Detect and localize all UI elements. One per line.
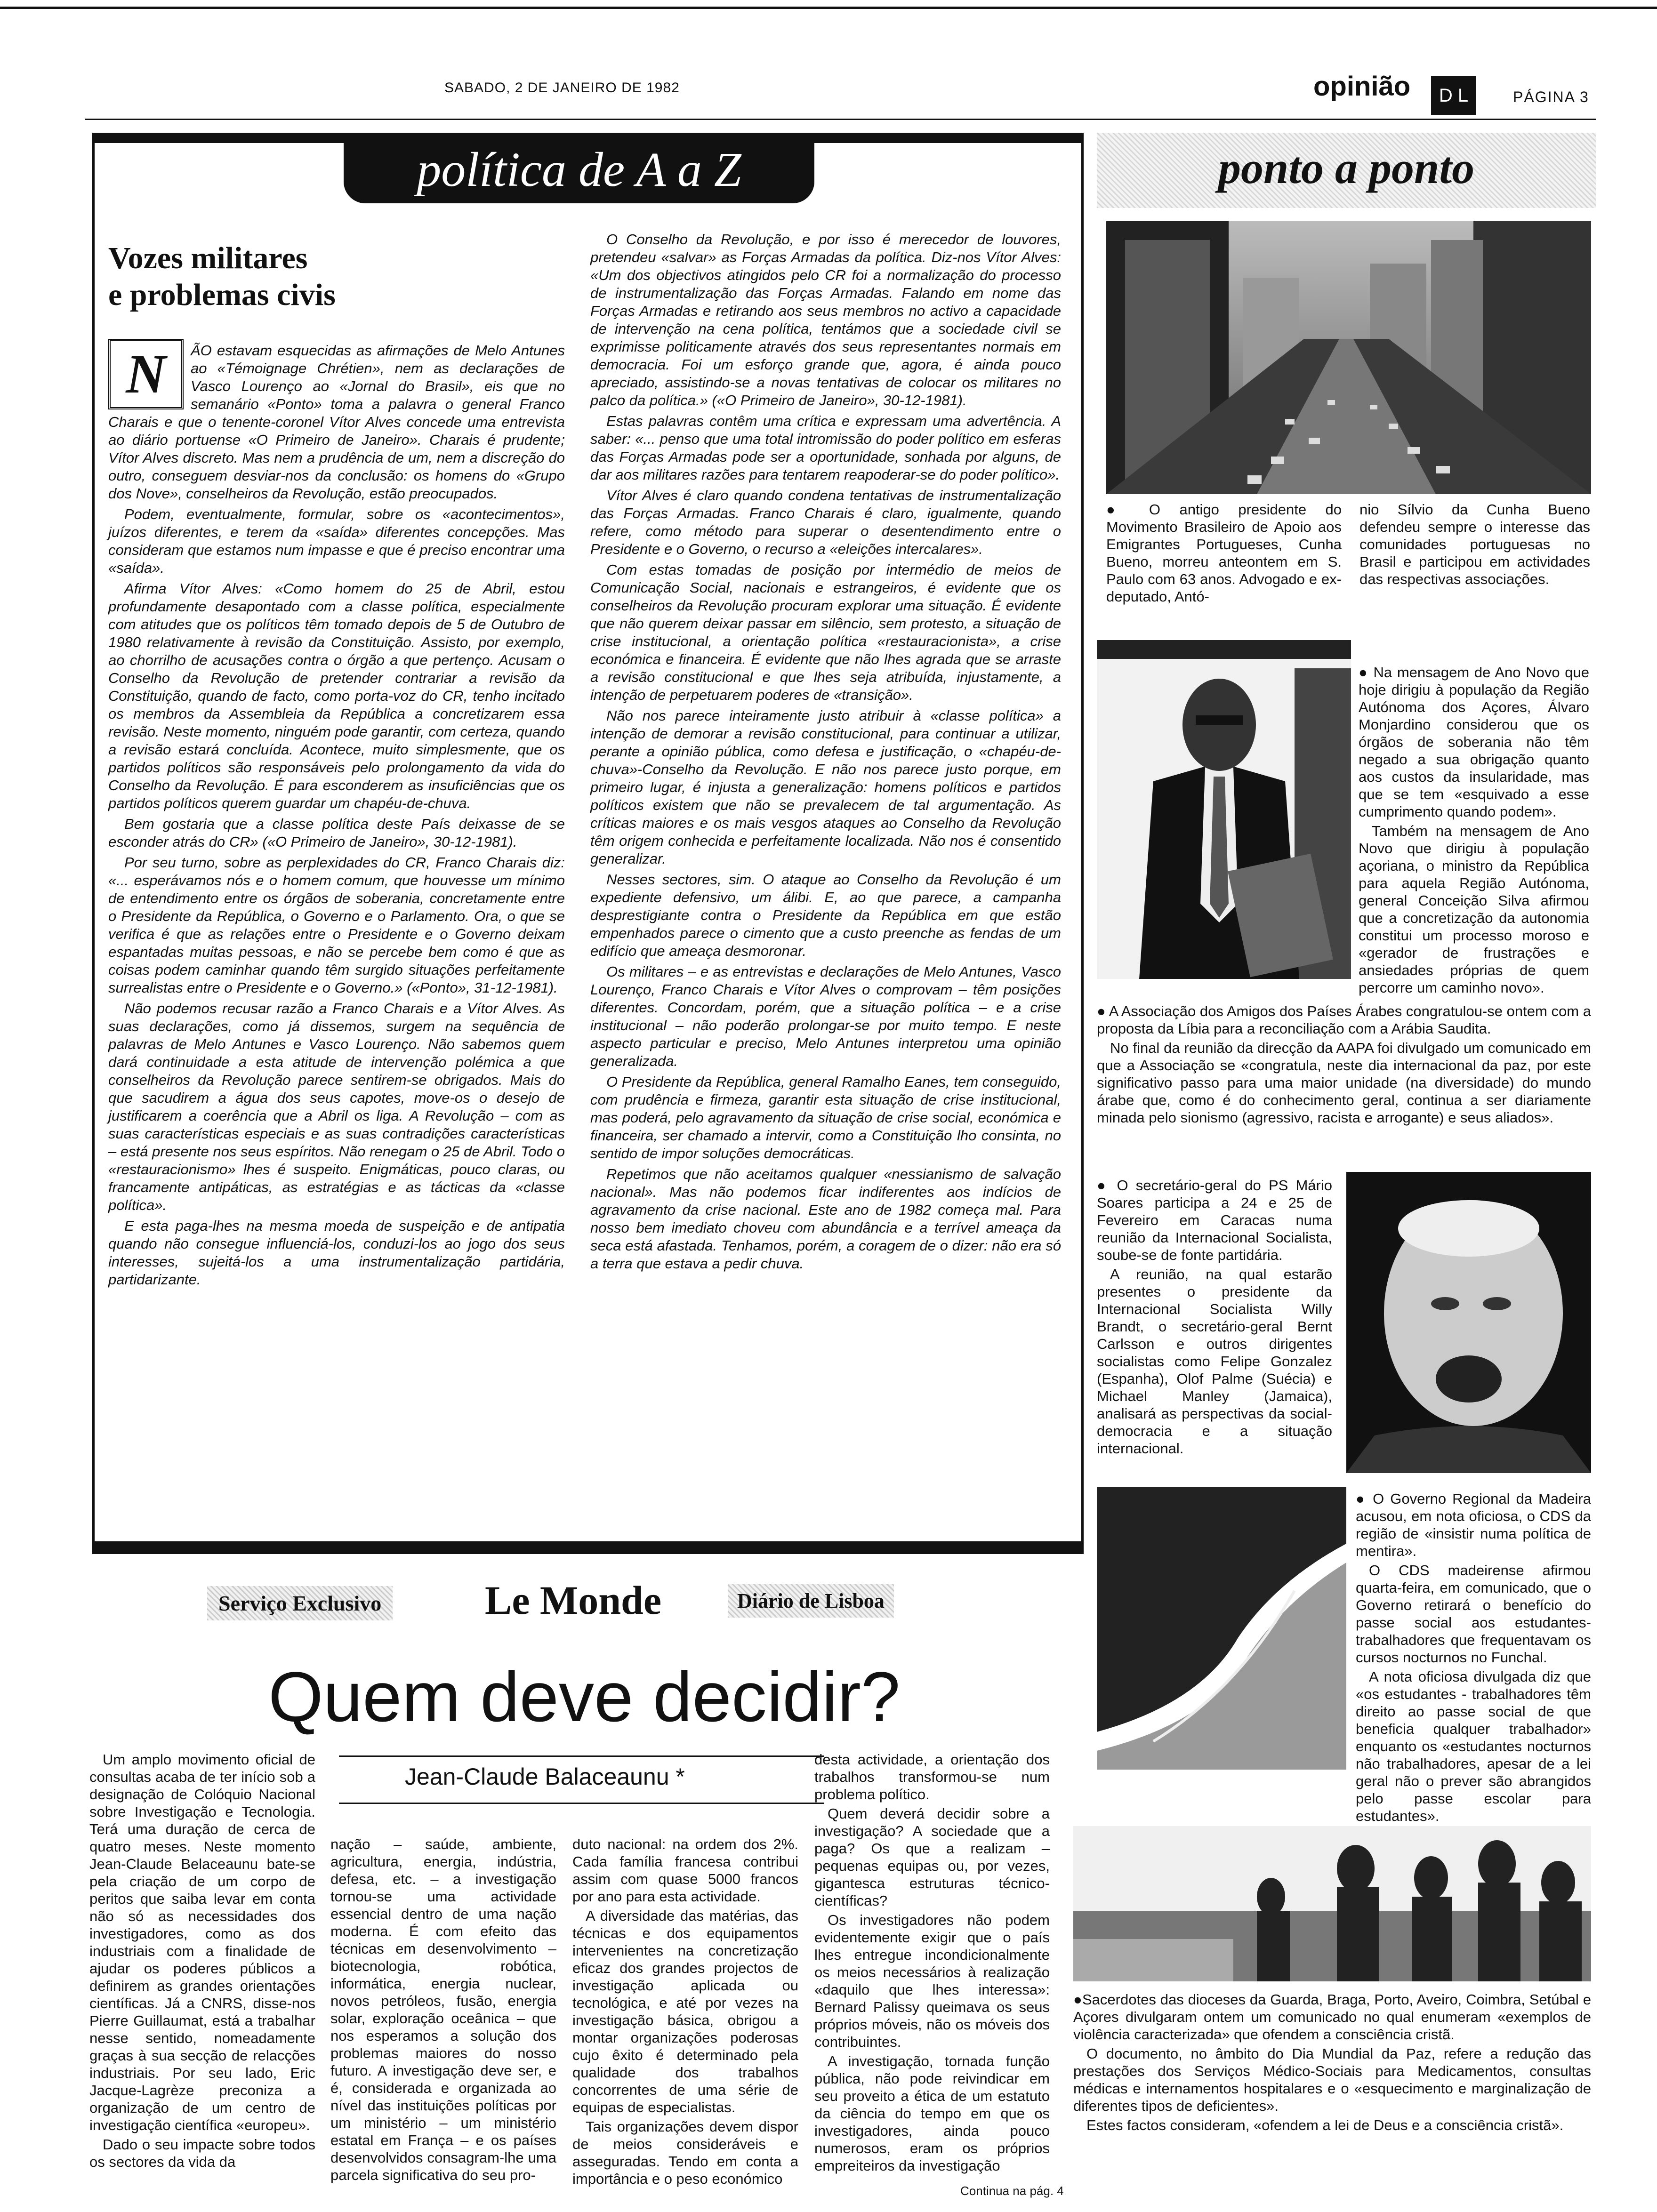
ponto-item2-p1: ● Na mensagem de Ano Novo que hoje dirigiu à população da Região Autónoma dos Açores, Álvaro Monjardino considerou que os órgãos de soberania não têm negado a sua obrigação quanto aos custos da insularidade, mas que se tem «esquivado a esse cumprimento quando podem». — [1359, 664, 1589, 820]
lemonde-col4-p3: Os investigadores não podem evidentemente exigir que o país lhes entregue incondicionalmente os meios necessários à realização «daquilo que lhes interessa»: Bernard Palissy queimava os seus próprios móveis, não os móveis dos contribuintes. — [814, 1912, 1050, 2050]
politica-headline — [108, 240, 400, 313]
ponto-item2 — [1359, 664, 1589, 998]
dropcap-letter: N — [126, 343, 166, 405]
lemonde-col4-p2: Quem deverá decidir sobre a investigação? A sociedade que a paga? Os que a realizam – pequenas equipas ou, por vezes, gigantesca estruturas técnico-científicas? — [814, 1805, 1050, 1909]
author-rule-top — [339, 1755, 824, 1757]
lemonde-col-3 — [572, 1835, 798, 2189]
continua-link[interactable]: Continua na pág. 4 — [960, 2184, 1064, 2198]
politica-right-p6: Nesses sectores, sim. O ataque ao Conselho da Revolução é um expediente defensivo, um álibi. E, ao que parece, a campanha desprestigiante contra o Presidente da República em que estão empenhados parece o cimento que a custo preenche as fendas de um edifício que ameaça desmoronar. — [590, 871, 1061, 959]
author-rule-bottom — [339, 1803, 824, 1804]
politica-left-p6: Não podemos recusar razão a Franco Charais e a Vítor Alves. As suas declarações, como já dissemos, surgem na sequência de palavras de Melo Antunes e Vasco Lourenço. Não sabemos quem dará continuidade a esta atitude de intervenção polémica a que conselheiros da Revolução parece sentirem-se obrigados. Mais do que sacudirem a água dos seus capotes, move-os o desejo de justificarem a coerência que a Abril os liga. A Revolução – com as suas características especiais e as suas contradições características – está presente nos seus espíritos. Não renegam o 25 de Abril. Todo o «restauracionismo» lhes é suspeito. Enigmáticas, pouco claras, ou francamente antipáticas, as estratégias e as tácticas da «classe política». — [108, 1000, 565, 1213]
photo-man-portrait — [1097, 640, 1351, 979]
ponto-item4-p1: ● O secretário-geral do PS Mário Soares participa a 24 e 25 de Fevereiro em Caracas numa reunião da Internacional Socialista, soube-se de fonte partidária. — [1097, 1177, 1332, 1263]
politica-left-p3: Afirma Vítor Alves: «Como homem do 25 de Abril, estou profundamente desapontado com a classe política, especialmente com atitudes que os políticos têm tomado depois de 5 de Outubro de 1980 relativamente à revisão da Constituição. Assisto, por exemplo, ao chorrilho de acusações contra o órgão a que pertenço. Acusam o Conselho da Revolução de pretender contrariar a revisão da Constituição, quando de facto, como porta-voz do CR, tenho incitado os membros da Assembleia da República a concretizarem essa revisão. Neste momento, ninguém pode garantir, com certeza, quando a revisão estará concluída. Acontece, muito simplesmente, que os partidos políticos são responsáveis pelo prolongamento da vida do Conselho da Revolução. É para esconderem as insuficiências que os partidos políticos querem guardar um chapéu-de-chuva. — [108, 580, 565, 811]
ponto-item1-col1: ● O antigo presidente do Movimento Brasileiro de Apoio aos Emigrantes Portugueses, Cunha Bueno, morreu anteontem em S. Paulo com 63 anos. Advogado e ex-deputado, Antó- — [1106, 501, 1342, 605]
headline-line-1: Vozes militares — [108, 241, 308, 275]
lemonde-col4-p1: desta actividade, a orientação dos trabalhos transformou-se num problema político. — [814, 1751, 1050, 1803]
politica-right-p8: O Presidente da República, general Ramalho Eanes, tem conseguido, com prudência e firmeza, garantir esta situação de crise institucional, mas poderá, pelo agravamento da situação de crise social, económica e financeira, ser chamado a intervir, como a Constituição lho consinta, no sentido de impor soluções democráticas. — [590, 1074, 1061, 1162]
le-monde-logo: Le Monde — [485, 1578, 662, 1623]
politica-left-p5: Por seu turno, sobre as perplexidades do CR, Franco Charais diz: «... esperávamos nós e o homem comum, que houvesse um mínimo de entendimento entre os órgãos de soberania, concretamente entre o Presidente da República, o Governo e o Parlamento. Ora, o que se verifica é que as relações entre o Presidente e o Governo deixam espantadas muitas pessoas, e não se percebe bem como é que as coisas podem caminhar quando têm surgido situações perfeitamente surrealistas entre o Presidente e o Governo.» («Ponto», 31-12-1981). — [108, 854, 565, 996]
ponto-item3-p1: ● A Associação dos Amigos dos Países Árabes congratulou-se ontem com a proposta da Líbia para a reconciliação com a Arábia Saudita. — [1097, 1003, 1591, 1037]
politica-left-p7: E esta paga-lhes na mesma moeda de suspeição e de antipatia quando não consegue influenciá-los, conduzi-los ao jogo dos seus interesses, sujeitá-los a uma instrumentalização partidária, partidarizante. — [108, 1218, 565, 1288]
ponto-item1-col2: nio Sílvio da Cunha Bueno defendeu sempre o interesse das comunidades portuguesas no Brasil e participou em actividades das respectivas associações. — [1359, 501, 1590, 587]
header-rule — [85, 119, 1596, 120]
ponto-item5-p1: ● O Governo Regional da Madeira acusou, em nota oficiosa, o CDS da região de «insistir numa política de mentira». — [1356, 1491, 1591, 1559]
politica-left-column — [108, 342, 565, 1291]
lemonde-col2-p1: nação – saúde, ambiente, agricultura, energia, indústria, defesa, etc. – a investigação tornou-se uma actividade essencial dentro de uma nação moderna. É com efeito das técnicas em desenvolvimento – biotecnologia, robótica, informática, energia nuclear, novos petróleos, fusão, energia solar, exploração oceânica – que nos esperamos a solução dos problemas maiores do nosso futuro. A investigação deve ser, e é, considerada e organizada ao nível das instituições políticas por um ministério – um ministério estatal em França – e os países desenvolvidos consagram-lhe uma parcela significativa do seu pro- — [330, 1836, 556, 2183]
lemonde-col1-p1: Um amplo movimento oficial de consultas acaba de ter início sob a designação de Colóquio Nacional sobre Investigação e Tecnologia. Terá uma duração de cerca de quatro meses. Neste momento Jean-Claude Belaceaunu bate-se pela criação de um corpo de peritos que saiba levar em conta não só as necessidades dos investigadores, como as dos industriais com a finalidade de ajudar os poderes públicos a definirem as grandes orientações científicas. Já a CNRS, disse-nos Pierre Guillaumat, está a trabalhar nesse sentido, nomeadamente graças à sua secção de relacções industriais. Por seu lado, Eric Jacque-Lagrèze preconiza a organização de um centro de investigação científica «europeu». — [89, 1751, 315, 2133]
lemonde-col-2 — [330, 1835, 556, 2186]
lemonde-col1-p2: Dado o seu impacte sobre todos os sectores da vida da — [89, 2136, 315, 2170]
politica-right-p2: Estas palavras contêm uma crítica e expressam uma advertência. A saber: «... penso que uma total intromissão do poder político em esferas das Forças Armadas pode ser a oportunidade, sonhada por alguns, de dar aos militares razões para tentarem reapoderar-se do poder político». — [590, 413, 1061, 483]
photo-priests-crowd — [1073, 1826, 1591, 1981]
lemonde-col3-p2: A diversidade das matérias, das técnicas e dos equipamentos intervenientes na concretização eficaz dos grandes projectos de investigação aplicada ou tecnológica, e até por vezes na investigação básica, obrigou a montar organizações poderosas cujo êxito é determinado pela qualidade dos trabalhos concorrentes de uma série de equipas de especialistas. — [572, 1907, 798, 2116]
ponto-item5-p2: O CDS madeirense afirmou quarta-feira, em comunicado, que o Governo retirará o benefício do passe social aos estudantes-trabalhadores que frequentavam os cursos nocturnos no Funchal. — [1356, 1562, 1591, 1666]
ponto-item4-p2: A reunião, na qual estarão presentes o presidente da Internacional Socialista Willy Brandt, o secretário-geral Bernt Carlsson e outros dirigentes socialistas como Felipe Gonzalez (Espanha), Olof Palme (Suécia) e Michael Manley (Jamaica), analisará as perspectivas da social-democracia e a situação internacional. — [1097, 1266, 1332, 1457]
ponto-item4 — [1097, 1177, 1332, 1459]
ponto-banner-text: ponto a ponto — [1218, 143, 1475, 193]
politica-right-p9: Repetimos que não aceitamos qualquer «nessianismo de salvação nacional». Mas não podemos ficar indiferentes aos indícios de agravamento da crise nacional. Este ano de 1982 começa mal. Para nosso bem imediato choveu com abundância e a terrível ameaça da seca está afastada. Tenhamos, porém, a coragem de o dizer: não era só a terra que estava a pedir chuva. — [590, 1166, 1061, 1272]
headline-line-2: e problemas civis — [108, 278, 336, 312]
ponto-item5 — [1356, 1490, 1591, 1827]
section-logo: D L — [1431, 76, 1476, 115]
diario-de-lisboa-logo: Diário de Lisboa — [728, 1584, 894, 1618]
ponto-item2-p2: Também na mensagem de Ano Novo que dirigiu à população açoriana, o ministro da República para aquela Região Autónoma, general Conceição Silva afirmou que a concretização da autonomia constitui um processo moroso e «gerador de frustrações e ansiedades próprias de quem percorre um caminho novo». — [1359, 823, 1589, 996]
page-number: PÁGINA 3 — [1513, 88, 1589, 105]
lemonde-col4-p4: A investigação, tornada função pública, não pode reivindicar em seu proveito a ética de um estatuto da ciência do tempo em que os investigadores, ainda pouco numerosos, eram os próprios empreiteiros da investigação — [814, 2053, 1050, 2174]
ponto-item3 — [1097, 1002, 1591, 1128]
politica-right-p5: Não nos parece inteiramente justo atribuir à «classe política» a intenção de demorar a revisão constitucional, para continuar a utilizar, perante a opinião pública, como defesa e justificação, o «chapéu-de-chuva»-Conselho da Revolução. E não nos parece justo porque, em primeiro lugar, é injusta a generalização: homens políticos e partidos políticos existem que não se prevalecem de tal argumentação. As críticas maiores e os mais vesgos ataques ao Conselho da Revolução têm origem conhecida e perfeitamente localizada. Não nos é consentido generalizar. — [590, 707, 1061, 867]
photo-madeira-coast — [1097, 1487, 1346, 1770]
ponto-item6-p2: O documento, no âmbito do Dia Mundial da Paz, refere a redução das prestações dos Serviços Médico-Sociais para Medicamentos, consultas médicas e internamentos hospitalares e o «esquecimento e marginalização de diferentes tipos de deficientes». — [1073, 2045, 1591, 2114]
politica-banner — [344, 136, 814, 203]
lemonde-col-4 — [814, 1751, 1050, 2176]
header-date: SABADO, 2 DE JANEIRO DE 1982 — [444, 80, 680, 96]
top-rule — [0, 7, 1657, 9]
politica-right-p1: O Conselho da Revolução, e por isso é merecedor de louvores, pretendeu «salvar» as Forças Armadas da política. Diz-nos Vítor Alves: «Um dos objectivos atingidos pelo CR foi a normalização do processo de instrumentalização das Forças Armadas. Falando em nome das Forças Armadas e retirando aos seus membros no activo a capacidade de intervenção na cena política, tentámos que a sociedade civil se exprimisse politicamente através dos seus representantes normais em democracia. Foi um esforço grande que, agora, é ainda pouco apreciado, assistindo-se a novas tentativas de colocar os militares no palco da política.» («O Primeiro de Janeiro», 30-12-1981). — [590, 231, 1061, 409]
photo-speaker — [1346, 1172, 1591, 1473]
lemonde-headline: Quem deve decidir? — [268, 1657, 901, 1736]
lemonde-col3-p1: duto nacional: na ordem dos 2%. Cada família francesa contribui assim com quase 5000 francos por ano para esta actividade. — [572, 1836, 798, 1905]
photo-city-avenue — [1106, 221, 1591, 494]
politica-left-p1: ÃO estavam esquecidas as afirmações de Melo Antunes ao «Témoignage Chrétien», nem as declarações de Vasco Lourenço ao «Jornal do Brasil», eis que no semanário «Ponto» toma a palavra o general Franco Charais e que o tenente-coronel Vítor Alves concede uma entrevista ao diário portuense «O Primeiro de Janeiro». Charais é prudente; Vítor Alves discreto. Mas nem a prudência de um, nem a discreção do outro, conseguem desviar-nos da conclusão: os homens do «Grupo dos Nove», conselheiros da Revolução, estão preocupados. — [108, 342, 565, 502]
ponto-item5-p3: A nota oficiosa divulgada diz que «os estudantes - trabalhadores têm direito ao passe social de que beneficia qualquer trabalhador» enquanto os «estudantes nocturnos não trabalhadores, apesar de a lei geral não o prever são abrangidos pelo passe escolar para estudantes». — [1356, 1668, 1591, 1824]
ponto-item6 — [1073, 1991, 1591, 2136]
politica-banner-text: política de A a Z — [417, 143, 741, 197]
ponto-item6-p1: ●Sacerdotes das dioceses da Guarda, Braga, Porto, Aveiro, Coimbra, Setúbal e Açores divulgaram ontem um comunicado no qual enumeram «exemplos de violência caracterizada» que ofendem a consciência cristã. — [1073, 1991, 1591, 2043]
politica-right-column — [590, 231, 1061, 1275]
lemonde-col3-p3: Tais organizações devem dispor de meios consideráveis e asseguradas. Tendo em conta a importância e o peso económico — [572, 2118, 798, 2187]
lemonde-col-1 — [89, 1751, 315, 2172]
ponto-item3-p2: No final da reunião da direcção da AAPA foi divulgado um comunicado em que a Associação se «congratula, neste dia internacional da paz, por este significativo passo para uma maior unidade (na diversidade) do mundo árabe que, como é do conhecimento geral, continua a ser diariamente minada pelo sionismo (agressivo, racista e arrogante) e seus aliados». — [1097, 1040, 1591, 1126]
servico-exclusivo-label: Serviço Exclusivo — [207, 1586, 393, 1620]
politica-bottom-bar — [92, 1544, 1084, 1554]
politica-right-p3: Vítor Alves é claro quando condena tentativas de instrumentalização das Forças Armadas. Franco Charais é claro, igualmente, quando refere, como método para superar o desentendimento entre o Presidente e o Governo, o recurso a «eleições intercalares». — [590, 487, 1061, 557]
ponto-banner — [1097, 133, 1596, 208]
politica-right-p7: Os militares – e as entrevistas e declarações de Melo Antunes, Vasco Lourenço, Franco Charais e Vítor Alves o comprovam – têm posições diferentes. Concordam, porém, que a situação política – e a crise institucional – não poderão prolongar-se por muito tempo. E neste aspecto particular e preciso, Melo Antunes interpretou uma opinião generalizada. — [590, 963, 1061, 1069]
section-name: opinião — [1313, 71, 1411, 102]
ponto-item6-p3: Estes factos consideram, «ofendem a lei de Deus e a consciência cristã». — [1086, 2117, 1564, 2133]
politica-right-p4: Com estas tomadas de posição por intermédio de meios de Comunicação Social, nacionais e estrangeiros, é evidente que os conselheiros da Revolução procuram explorar uma situação. É evidente que não querem deixar passar em silêncio, sem protesto, a situação de crise institucional, a orientação política «restauracionista», a crise económica e financeira. É evidente que não lhes agrada que se arraste a revisão constitucional e que lhes seja atribuída, injustamente, a intenção de perpetuarem poderes de «transição». — [590, 561, 1061, 703]
lemonde-author: Jean-Claude Balaceaunu * — [405, 1763, 685, 1790]
politica-left-p2: Podem, eventualmente, formular, sobre os «acontecimentos», juízos diferentes, e terem da «saída» diferentes concepções. Mas consideram que estamos num impasse e que é preciso encontrar uma «saída». — [108, 506, 565, 576]
politica-left-p4: Bem gostaria que a classe política deste País deixasse de se esconder atrás do CR» («O Primeiro de Janeiro», 30-12-1981). — [108, 816, 565, 850]
